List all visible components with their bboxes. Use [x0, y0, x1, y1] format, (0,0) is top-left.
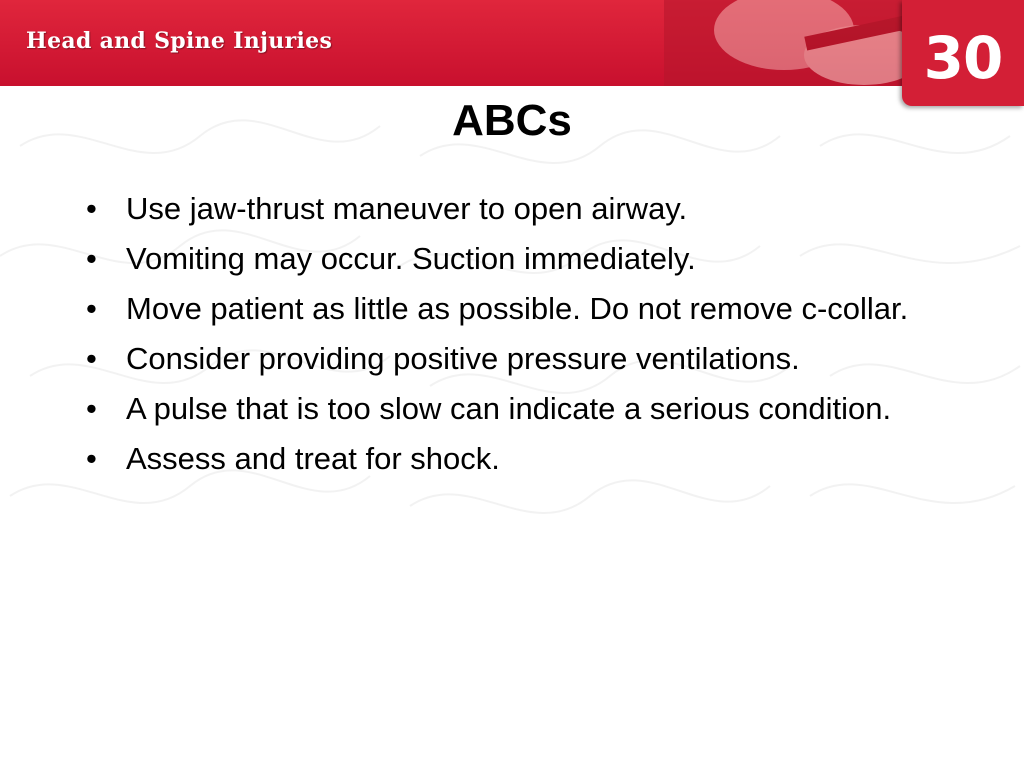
bullet-list — [86, 188, 916, 488]
bullet-dot-icon: • — [86, 291, 97, 326]
bullet-item — [86, 188, 916, 230]
bullet-dot-icon: • — [86, 441, 97, 476]
bullet-item — [86, 338, 916, 380]
section-title: Head and Spine Injuries — [26, 28, 333, 54]
bullet-text: Move patient as little as possible. Do not remove c-collar. — [126, 291, 909, 326]
bullet-dot-icon: • — [86, 391, 97, 426]
chapter-number: 30 — [923, 24, 1003, 92]
bullet-text: A pulse that is too slow can indicate a serious condition. — [126, 391, 892, 426]
bullet-text: Assess and treat for shock. — [126, 441, 500, 476]
bullet-item — [86, 288, 916, 330]
bullet-item — [86, 238, 916, 280]
bullet-text: Vomiting may occur. Suction immediately. — [126, 241, 696, 276]
bullet-dot-icon: • — [86, 341, 97, 376]
bullet-dot-icon: • — [86, 191, 97, 226]
header-bar — [0, 0, 1024, 86]
bullet-item — [86, 438, 916, 480]
chapter-badge — [902, 0, 1024, 106]
bullet-text: Consider providing positive pressure ventilations. — [126, 341, 800, 376]
slide-title: ABCs — [452, 96, 572, 145]
bullet-text: Use jaw-thrust maneuver to open airway. — [126, 191, 688, 226]
bullet-item — [86, 388, 916, 430]
bullet-dot-icon: • — [86, 241, 97, 276]
